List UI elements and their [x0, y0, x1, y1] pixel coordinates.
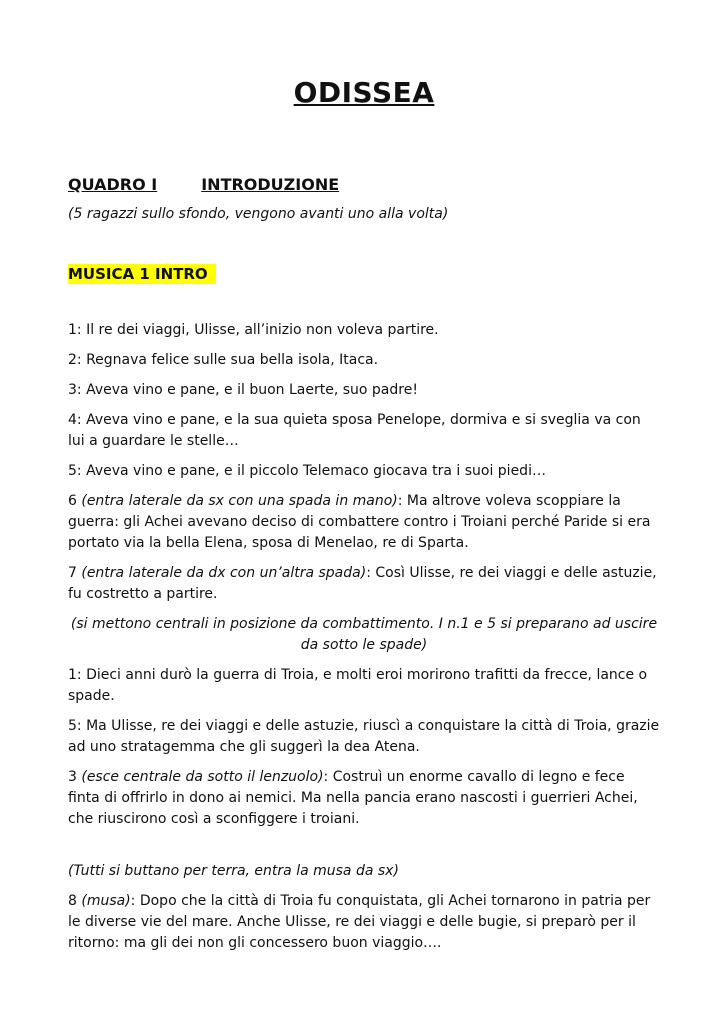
- script-line-3: 3: Aveva vino e pane, e il buon Laerte, suo padre!: [68, 382, 418, 398]
- line-7-direction: (entra laterale da dx con un’altra spada): [81, 565, 367, 581]
- spacer: [68, 839, 660, 861]
- line-11-number: 8: [68, 893, 82, 909]
- script-line-5: 5: Aveva vino e pane, e il piccolo Telemaco giocava tra i suoi piedi…: [68, 463, 546, 479]
- page-title: ODISSEA: [293, 76, 435, 109]
- music-cue: MUSICA 1 INTRO: [68, 264, 216, 284]
- line-11-direction: (musa): [81, 893, 131, 909]
- script-line-9: 5: Ma Ulisse, re dei viaggi e delle astuzie, riuscì a conquistare la città di Troia, grazie ad uno stratagemma che gli suggerì la dea Atena.: [68, 718, 660, 755]
- line-6-direction: (entra laterale da sx con una spada in mano): [81, 493, 398, 509]
- script-line-10: [68, 767, 660, 830]
- stage-direction-1: (si mettono centrali in posizione da combattimento. I n.1 e 5 si preparano ad uscire da sotto le spade): [70, 616, 658, 653]
- line-10-direction: (esce centrale da sotto il lenzuolo): [81, 769, 324, 785]
- line-7-text: : Così Ulisse, re dei viaggi e delle astuzie, fu costretto a partire.: [68, 565, 657, 602]
- line-6-number: 6: [68, 493, 82, 509]
- script-line-2: 2: Regnava felice sulle sua bella isola, Itaca.: [68, 352, 379, 368]
- section-heading: [68, 175, 339, 194]
- line-7-number: 7: [68, 565, 82, 581]
- script-body: [68, 320, 660, 963]
- line-11-text: : Dopo che la città di Troia fu conquistata, gli Achei tornarono in patria per le diverse vie del mare. Anche Ulisse, re dei viaggi e delle bugie, si preparò per il ritorno: ma gli dei non gli concessero buon viaggio….: [68, 893, 651, 951]
- line-10-number: 3: [68, 769, 82, 785]
- stage-direction-2: (Tutti si buttano per terra, entra la musa da sx): [68, 863, 399, 879]
- script-line-11: [68, 891, 660, 954]
- section-quadro: QUADRO I: [68, 175, 158, 194]
- section-name: INTRODUZIONE: [201, 175, 340, 194]
- line-10-text: : Costruì un enorme cavallo di legno e fece finta di offrirlo in dono ai nemici. Ma nella pancia erano nascosti i guerrieri Achei, che riuscirono così a sconfiggere i troiani.: [68, 769, 638, 827]
- script-line-1: 1: Il re dei viaggi, Ulisse, all’inizio non voleva partire.: [68, 322, 439, 338]
- script-line-4: 4: Aveva vino e pane, e la sua quieta sposa Penelope, dormiva e si sveglia va con lui a guardare le stelle…: [68, 412, 641, 449]
- script-line-8: 1: Dieci anni durò la guerra di Troia, e molti eroi morirono trafitti da frecce, lance o spade.: [68, 667, 648, 704]
- script-line-7: [68, 563, 660, 605]
- section-subtitle: (5 ragazzi sullo sfondo, vengono avanti uno alla volta): [68, 206, 449, 222]
- script-line-6: [68, 491, 660, 554]
- line-6-text: : Ma altrove voleva scoppiare la guerra: gli Achei avevano deciso di combattere contro i Troiani perché Paride si era portato via la bella Elena, sposa di Menelao, re di Sparta.: [68, 493, 651, 551]
